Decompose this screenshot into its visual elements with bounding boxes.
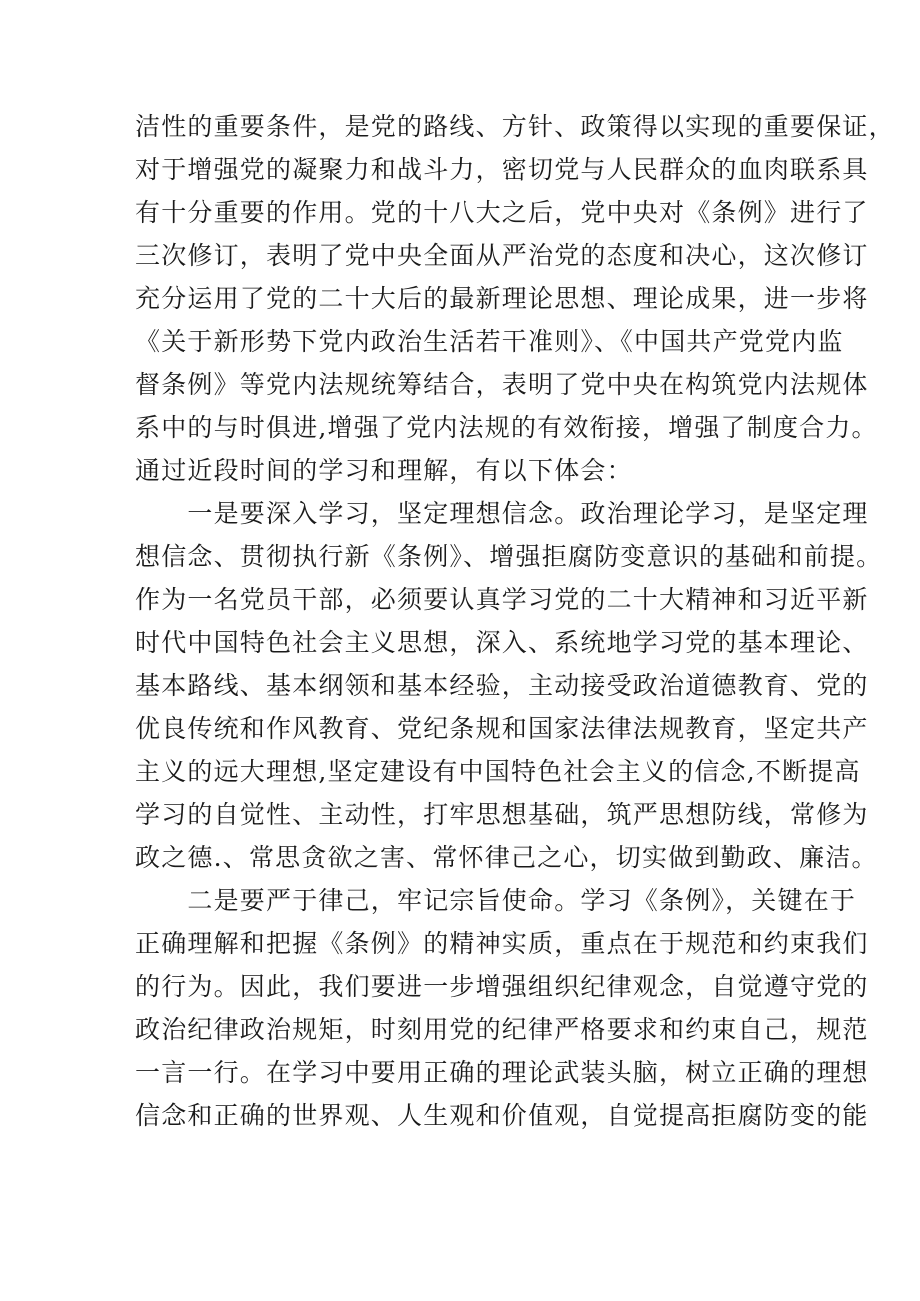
body-text <box>135 105 895 1137</box>
text-line: 系中的与时俱进,增强了党内法规的有效衔接，增强了制度合力。 <box>135 413 878 442</box>
text-line: 对于增强党的凝聚力和战斗力，密切党与人民群众的血肉联系具 <box>135 155 869 184</box>
text-line: 政之德.、常思贪欲之害、常怀律己之心，切实做到勤政、廉洁。 <box>135 843 878 872</box>
text-line: 一言一行。在学习中要用正确的理论武装头脑，树立正确的理想 <box>135 1058 869 1087</box>
text-line: 三次修订，表明了党中央全面从严治党的态度和决心，这次修订 <box>135 241 869 270</box>
text-line: 想信念、贯彻执行新《条例》、增强拒腐防变意识的基础和前提。 <box>135 542 883 571</box>
text-line: 作为一名党员干部，必须要认真学习党的二十大精神和习近平新 <box>135 585 869 614</box>
text-line: 信念和正确的世界观、人生观和价值观，自觉提高拒腐防变的能 <box>135 1101 869 1130</box>
text-line: 基本路线、基本纲领和基本经验，主动接受政治道德教育、党的 <box>135 671 869 700</box>
paragraph-1-heading-line: 一是要深入学习，坚定理想信念。政治理论学习，是坚定理 <box>135 499 869 528</box>
text-line: 督条例》等党内法规统筹结合，表明了党中央在构筑党内法规体 <box>135 370 869 399</box>
text-line: 《关于新形势下党内政治生活若干准则》、《中国共产党党内监 <box>135 327 844 356</box>
paragraph-2-heading-line: 二是要严于律己，牢记宗旨使命。学习《条例》，关键在于 <box>135 886 857 915</box>
text-line: 的行为。因此，我们要进一步增强组织纪律观念，自觉遵守党的 <box>135 972 869 1001</box>
text-line: 政治纪律政治规矩，时刻用党的纪律严格要求和约束自己，规范 <box>135 1015 869 1044</box>
text-line: 充分运用了党的二十大后的最新理论思想、理论成果，进一步将 <box>135 284 869 313</box>
text-line: 通过近段时间的学习和理解，有以下体会： <box>135 456 633 485</box>
text-line: 主义的远大理想,坚定建设有中国特色社会主义的信念,不断提高 <box>135 757 861 786</box>
text-line: 有十分重要的作用。党的十八大之后，党中央对《条例》进行了 <box>135 198 869 227</box>
text-line: 时代中国特色社会主义思想，深入、系统地学习党的基本理论、 <box>135 628 869 657</box>
text-line: 洁性的重要条件，是党的路线、方针、政策得以实现的重要保证， <box>135 112 895 141</box>
text-line: 优良传统和作风教育、党纪条规和国家法律法规教育，坚定共产 <box>135 714 869 743</box>
text-line: 学习的自觉性、主动性，打牢思想基础，筑严思想防线，常修为 <box>135 800 869 829</box>
text-line: 正确理解和把握《条例》的精神实质，重点在于规范和约束我们 <box>135 929 869 958</box>
